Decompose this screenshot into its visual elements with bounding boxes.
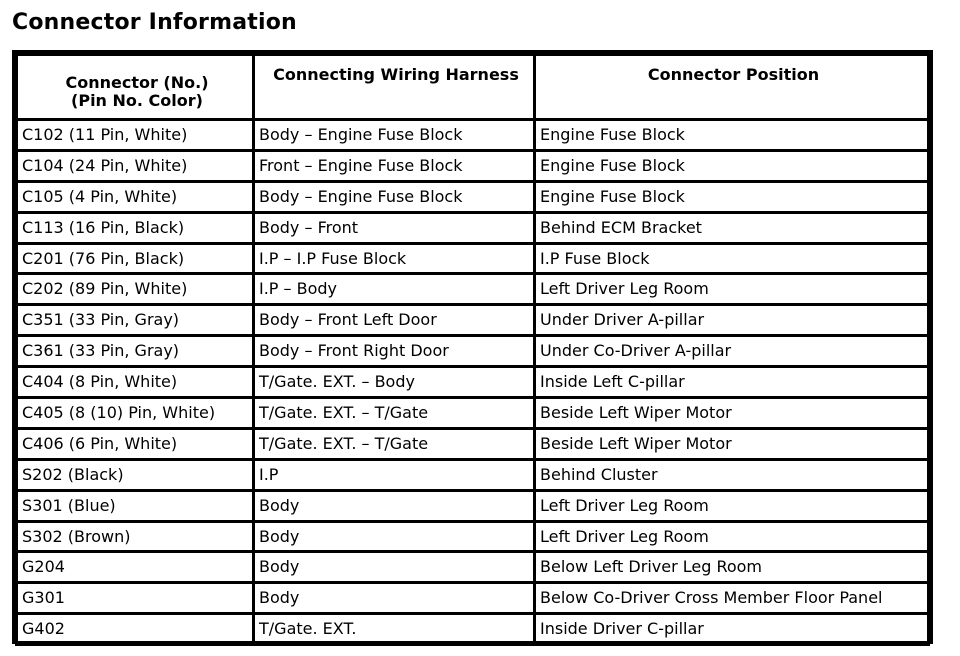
position-cell: Under Co-Driver A-pillar xyxy=(535,336,929,367)
table-row xyxy=(17,305,929,336)
position-cell: Behind Cluster xyxy=(535,459,929,490)
connector-cell: C406 (6 Pin, White) xyxy=(17,428,254,459)
position-cell: Engine Fuse Block xyxy=(535,120,929,151)
table-row xyxy=(17,181,929,212)
harness-cell: T/Gate. EXT. xyxy=(254,614,535,645)
harness-cell: Body xyxy=(254,490,535,521)
table-row xyxy=(17,459,929,490)
table-header-row xyxy=(17,55,929,120)
table-row xyxy=(17,490,929,521)
harness-cell: Body – Front xyxy=(254,212,535,243)
harness-cell: Body xyxy=(254,552,535,583)
connector-cell: C104 (24 Pin, White) xyxy=(17,150,254,181)
header-position xyxy=(535,55,929,120)
position-cell: Inside Left C-pillar xyxy=(535,367,929,398)
position-cell: Engine Fuse Block xyxy=(535,150,929,181)
connector-cell: G204 xyxy=(17,552,254,583)
connector-cell: S301 (Blue) xyxy=(17,490,254,521)
connector-cell: G402 xyxy=(17,614,254,645)
position-cell: I.P Fuse Block xyxy=(535,243,929,274)
table-body xyxy=(17,120,929,645)
position-cell: Below Left Driver Leg Room xyxy=(535,552,929,583)
position-cell: Left Driver Leg Room xyxy=(535,521,929,552)
harness-cell: I.P – Body xyxy=(254,274,535,305)
position-cell: Left Driver Leg Room xyxy=(535,274,929,305)
harness-cell: T/Gate. EXT. – Body xyxy=(254,367,535,398)
header-harness-label: Connecting Wiring Harness xyxy=(273,65,519,84)
position-cell: Beside Left Wiper Motor xyxy=(535,428,929,459)
table-row xyxy=(17,120,929,151)
harness-cell: Body – Engine Fuse Block xyxy=(254,181,535,212)
table-row xyxy=(17,552,929,583)
position-cell: Engine Fuse Block xyxy=(535,181,929,212)
table-row xyxy=(17,614,929,645)
position-cell: Left Driver Leg Room xyxy=(535,490,929,521)
harness-cell: Body – Front Left Door xyxy=(254,305,535,336)
connector-cell: C361 (33 Pin, Gray) xyxy=(17,336,254,367)
harness-cell: Body – Front Right Door xyxy=(254,336,535,367)
harness-cell: I.P – I.P Fuse Block xyxy=(254,243,535,274)
connector-cell: C202 (89 Pin, White) xyxy=(17,274,254,305)
harness-cell: I.P xyxy=(254,459,535,490)
table-row xyxy=(17,367,929,398)
table-row xyxy=(17,212,929,243)
harness-cell: T/Gate. EXT. – T/Gate xyxy=(254,428,535,459)
connector-cell: S302 (Brown) xyxy=(17,521,254,552)
harness-cell: Body xyxy=(254,583,535,614)
connector-cell: C404 (8 Pin, White) xyxy=(17,367,254,398)
position-cell: Beside Left Wiper Motor xyxy=(535,398,929,429)
table-row xyxy=(17,274,929,305)
table-row xyxy=(17,521,929,552)
connector-cell: C201 (76 Pin, Black) xyxy=(17,243,254,274)
table-row xyxy=(17,398,929,429)
harness-cell: T/Gate. EXT. – T/Gate xyxy=(254,398,535,429)
connector-table-container xyxy=(12,50,933,644)
page-title: Connector Information xyxy=(12,10,297,35)
header-connector-label: Connector (No.) (Pin No. Color) xyxy=(65,73,209,110)
connector-cell: C113 (16 Pin, Black) xyxy=(17,212,254,243)
table-row xyxy=(17,243,929,274)
connector-table xyxy=(15,53,930,646)
position-cell: Behind ECM Bracket xyxy=(535,212,929,243)
harness-cell: Body xyxy=(254,521,535,552)
position-cell: Under Driver A-pillar xyxy=(535,305,929,336)
position-cell: Below Co-Driver Cross Member Floor Panel xyxy=(535,583,929,614)
table-row xyxy=(17,150,929,181)
connector-cell: S202 (Black) xyxy=(17,459,254,490)
connector-cell: C102 (11 Pin, White) xyxy=(17,120,254,151)
connector-cell: C351 (33 Pin, Gray) xyxy=(17,305,254,336)
header-position-label: Connector Position xyxy=(647,65,820,84)
connector-cell: G301 xyxy=(17,583,254,614)
table-row xyxy=(17,336,929,367)
table-row xyxy=(17,428,929,459)
header-connector xyxy=(17,55,254,120)
connector-cell: C405 (8 (10) Pin, White) xyxy=(17,398,254,429)
harness-cell: Front – Engine Fuse Block xyxy=(254,150,535,181)
header-harness xyxy=(254,55,535,120)
position-cell: Inside Driver C-pillar xyxy=(535,614,929,645)
table-row xyxy=(17,583,929,614)
harness-cell: Body – Engine Fuse Block xyxy=(254,120,535,151)
connector-cell: C105 (4 Pin, White) xyxy=(17,181,254,212)
